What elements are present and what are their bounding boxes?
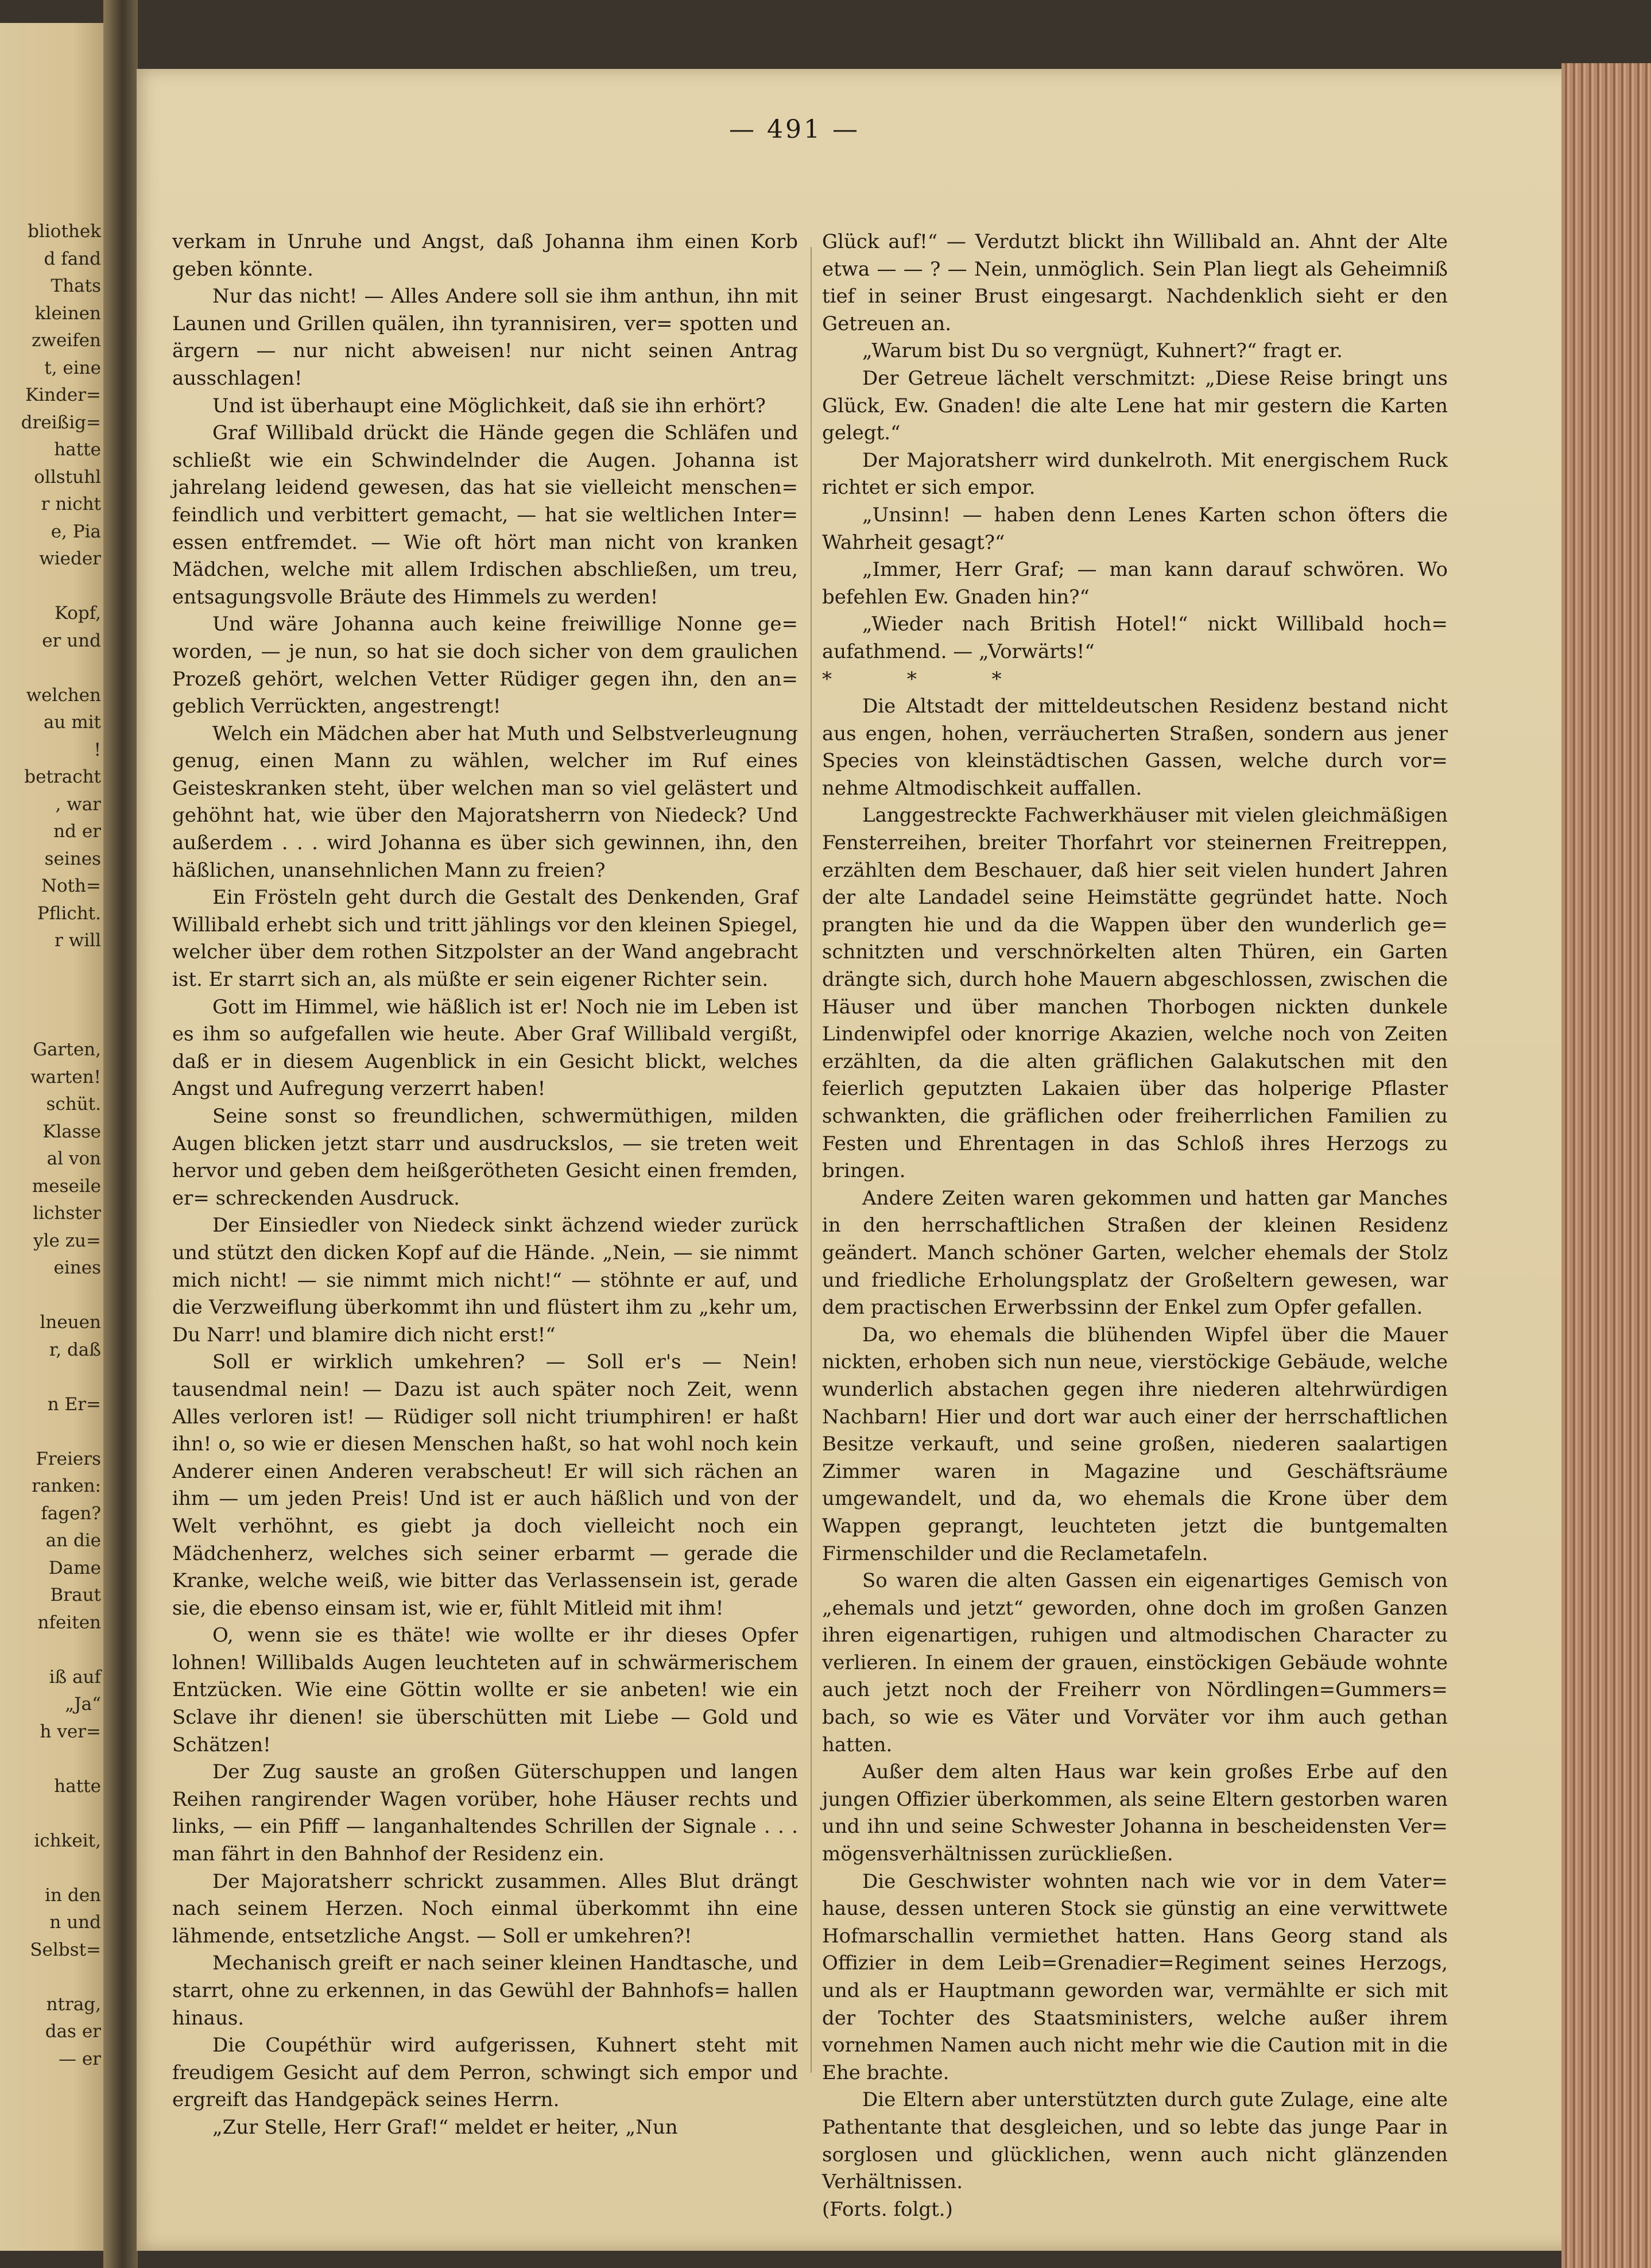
paragraph: Und ist überhaupt eine Möglichkeit, daß sie ihn erhört? (212, 394, 766, 417)
left-page-fragment: lichster (33, 1203, 101, 1224)
paragraph: Die Eltern aber unterstützten durch gute Zulage, eine alte Pathentante that desgleichen, und so lebte das junge Paar in sorglosen und glücklichen, wenn auch nicht glänzenden Verhältnissen. (822, 2088, 1448, 2194)
left-column (172, 229, 798, 2142)
left-page-fragment: an die (45, 1530, 101, 1551)
left-page-fragment: Dame (48, 1557, 101, 1578)
left-page-fragment: Garten, (33, 1039, 101, 1060)
left-page-fragment: Kinder= (25, 385, 101, 405)
paragraph: Andere Zeiten waren gekommen und hatten gar Manches in den herrschaftlichen Straßen der kleinen Residenz geändert. Manch schöner Garten, welcher ehemals der Stolz und friedliche Erholungsplatz der Großeltern gewesen, war dem practischen Erwerbssinn der Enkel zum Opfer gefallen. (822, 1186, 1448, 1319)
left-page-fragment: fagen? (41, 1503, 101, 1524)
paragraph: Welch ein Mädchen aber hat Muth und Selbstverleugnung genug, einen Mann zu wählen, welcher im Ruf eines Geisteskranken steht, über welchen man so viel gelästert und gehöhnt hat, wie über den Majoratsherrn von Niedeck? Und außerdem . . . wird Johanna es über sich gewinnen, ihn, den häßlichen, unansehnlichen Mann zu freien? (172, 722, 798, 882)
left-page-fragment (3, 1364, 101, 1391)
left-page-fragment: au mit (43, 712, 101, 733)
paragraph: „Unsinn! — haben denn Lenes Karten schon öfters die Wahrheit gesagt?“ (822, 503, 1448, 554)
left-page-fragment: r will (55, 930, 101, 951)
left-page-fragment: , war (55, 794, 101, 815)
left-page-fragment: yle zu= (33, 1230, 101, 1251)
left-page-fragment (3, 655, 101, 682)
page-edges (1561, 63, 1651, 2268)
left-page-fragment: bliothek (28, 221, 101, 242)
paragraph: „Wieder nach British Hotel!“ nickt Willibald hoch= aufathmend. — „Vorwärts!“ (822, 613, 1448, 663)
left-page-text-fragments (3, 218, 101, 2073)
left-page-fragment (3, 1418, 101, 1446)
paragraph: Gott im Himmel, wie häßlich ist er! Noch nie im Leben ist es ihm so aufgefallen wie heute. Aber Graf Willibald vergißt, daß er in diesem Augenblick in ein Gesicht blickt, welches Angst und Aufregung verzerrt haben! (172, 995, 798, 1101)
continuation-note: (Forts. folgt.) (822, 2197, 953, 2221)
paragraph: Glück auf!“ — Verdutzt blickt ihn Willibald an. Ahnt der Alte etwa — — ? — Nein, unmöglich. Sein Plan liegt als Geheimniß tief in seiner Brust eingesargt. Nachdenklich sieht er den Getreuen an. (822, 230, 1448, 335)
left-page-fragment: seines (44, 848, 101, 869)
left-page-fragment: eines (53, 1257, 101, 1278)
left-page-fragment: kleinen (34, 303, 101, 324)
left-page-fragment: betracht (24, 767, 101, 787)
left-page-fragment: dreißig= (21, 412, 101, 433)
left-page-fragment: in den (45, 1884, 101, 1906)
paragraph: Der Zug sauste an großen Güterschuppen und langen Reihen rangirender Wagen vorüber, hohe Häuser rechts und links, — ein Pfiff — langanhaltendes Schrillen der Signale . . . man fährt in den Bahnhof der Residenz ein. (172, 1760, 798, 1866)
left-page-fragment (3, 1855, 101, 1882)
paragraph: Graf Willibald drückt die Hände gegen die Schläfen und schließt wie ein Schwindelnder die Augen. Johanna ist jahrelang leidend gewesen, das hat sie vielleicht menschen= feindlich und verbittert gemacht, — hat sie weltlichen Inter= essen entfremdet. — Wie oft hört man nicht von kranken Mädchen, welche mit allem Irdischen abschließen, um treu, entsagungsvolle Bräute des Himmels zu werden! (172, 421, 798, 609)
paragraph: „Zur Stelle, Herr Graf!“ meldet er heiter, „Nun (212, 2115, 678, 2139)
left-page-fragment: warten! (30, 1066, 101, 1087)
left-page-fragment (3, 955, 101, 982)
left-page-fragment: schüt. (46, 1094, 101, 1114)
left-page-fragment: Noth= (41, 876, 101, 896)
paragraph: Außer dem alten Haus war kein großes Erbe auf den jungen Offizier überkommen, als seine Eltern gestorben waren und ihn und seine Schwester Johanna in bescheidensten Ver= mögensverhältnissen zurückließen. (822, 1760, 1448, 1866)
paragraph: Die Coupéthür wird aufgerissen, Kuhnert steht mit freudigem Gesicht auf dem Perron, schwingt sich empor und ergreift das Handgepäck seines Herrn. (172, 2034, 798, 2112)
paragraph: Langgestreckte Fachwerkhäuser mit vielen gleichmäßigen Fensterreihen, breiter Thorfahrt vor steinernen Freitreppen, erzählten dem Beschauer, daß hier seit vielen hundert Jahren der alte Landadel seine Heimstätte gegründet hatte. Noch prangten hie und da die Wappen über den wunderlich ge= schnitzten und verschnörkelten alten Thüren, ein Garten drängte sich, durch hohe Mauern abgeschlossen, zwischen die Häuser und über manchen Thorbogen nickten dunkele Lindenwipfel oder knorrige Akazien, welche noch von Zeiten erzählten, da die alten gräflichen Galakutschen mit den feierlich geputzten Lakaien über das holperige Pflaster schwankten, die gräflichen oder freiherrlichen Familien zu Festen und Ehrentagen in das Schloß ihres Herzogs zu bringen. (822, 804, 1448, 1183)
left-page-fragment: nd er (53, 821, 101, 842)
paragraph: Mechanisch greift er nach seiner kleinen Handtasche, und starrt, ohne zu erkennen, in das Gewühl der Bahnhofs= hallen hinaus. (172, 1952, 798, 2030)
left-page-fragment: ntrag, (46, 1994, 101, 2015)
left-page-fragment: das er (45, 2021, 101, 2042)
left-page-fragment: t, eine (44, 357, 101, 378)
left-page-fragment: al von (46, 1148, 101, 1169)
section-separator: * * * (822, 667, 1036, 691)
left-page-fragment: hatte (54, 1775, 101, 1797)
left-page-fragment: hatte (54, 439, 101, 460)
left-page-fragment: meseile (32, 1175, 101, 1197)
left-page-fragment (3, 1636, 101, 1664)
left-page-fragment (3, 573, 101, 601)
column-divider (811, 247, 812, 2073)
left-page-fragment: wieder (39, 548, 101, 569)
paragraph: Ein Frösteln geht durch die Gestalt des Denkenden, Graf Willibald erhebt sich und tritt jählings vor den kleinen Spiegel, welcher über dem rothen Sitzpolster an der Wand angebracht ist. Er starrt sich an, als müßte er sein eigener Richter sein. (172, 886, 798, 992)
left-page-fragment: Klasse (42, 1121, 101, 1142)
paragraph: So waren die alten Gassen ein eigenartiges Gemisch von „ehemals und jetzt“ geworden, ohne doch im großen Ganzen ihren eigenartigen, ruhigen und altmodischen Character zu verlieren. In einem der grauen, einstöckigen Gebäude wohnte auch jetzt noch der Freiherr von Nördlingen=Gummers= bach, so wie es Väter und Vorväter vor ihm auch gethan hatten. (822, 1569, 1448, 1756)
left-page-fragment: ollstuhl (34, 466, 101, 487)
left-page-fragment: Selbst= (30, 1939, 101, 1960)
left-page-fragment: Braut (50, 1585, 101, 1605)
left-page-fragment (3, 1745, 101, 1773)
left-page-fragment: welchen (26, 684, 101, 706)
left-page-fragment: iß auf (49, 1666, 101, 1688)
left-page-fragment (3, 1282, 101, 1310)
paragraph: Der Majoratsherr wird dunkelroth. Mit energischem Ruck richtet er sich empor. (822, 448, 1448, 500)
paragraph: Soll er wirklich umkehren? — Soll er's — Nein! tausendmal nein! — Dazu ist auch später noch Zeit, wenn Alles verloren ist! — Rüdiger soll nicht triumphiren! er haßt ihn! o, so wie er diesen Menschen haßt, so hat wohl noch kein Anderer einen Anderen verabscheut! Er will sich rächen an ihm — um jeden Preis! Und ist er auch häßlich und von der Welt verhöhnt, es giebt ja doch vielleicht noch ein Mädchenherz, welches sich seiner erbarmt — gerade die Kranke, welche weiß, wie bitter das Verlassensein ist, gerade sie, die ebenso einsam ist, wie er, fühlt Mitleid mit ihm! (172, 1350, 798, 1620)
paragraph: Die Altstadt der mitteldeutschen Residenz bestand nicht aus engen, hohen, verräucherten Straßen, sondern aus jener Species von kleinstädtischen Gassen, welche durch vor= nehme Altmodischkeit auffallen. (822, 695, 1448, 800)
paragraph: Der Einsiedler von Niedeck sinkt ächzend wieder zurück und stützt den dicken Kopf auf die Hände. „Nein, — sie nimmt mich nicht! — sie nimmt mich nicht!“ — stöhnte er auf, und die Verzweiflung überkommt ihn und flüstert ihm zu „kehr um, Du Narr! und blamire dich nicht erst!“ (172, 1214, 798, 1346)
left-page-fragment: ! (94, 739, 101, 760)
left-page-fragment (3, 1964, 101, 1991)
left-page-fragment (3, 982, 101, 1009)
left-page-fragment: — er (58, 2048, 101, 2069)
left-page-fragment: h ver= (40, 1721, 101, 1742)
left-page-fragment: er und (42, 630, 101, 651)
left-page-fragment: Freiers (36, 1448, 101, 1469)
paragraph: Die Geschwister wohnten nach wie vor in dem Vater= hause, dessen unteren Stock sie günstig an eine verwittwete Hofmarschallin vermiethet hatten. Hans Georg stand als Offizier in dem Leib=Grenadier=Regiment seines Herzogs, und als er Hauptmann geworden war, vermählte er sich mit der Tochter des Staatsministers, welche außer ihrem vornehmen Namen auch nicht mehr wie die Caution mit in die Ehe brachte. (822, 1870, 1448, 2084)
right-column (822, 229, 1448, 2223)
paragraph: Nur das nicht! — Alles Andere soll sie ihm anthun, ihn mit Launen und Grillen quälen, ihn tyrannisiren, ver= spotten und ärgern — nur nicht abweisen! nur nicht seinen Antrag ausschlagen! (172, 285, 798, 390)
paragraph: Der Majoratsherr schrickt zusammen. Alles Blut drängt nach seinem Herzen. Noch einmal überkommt ihn eine lähmende, entsetzliche Angst. — Soll er umkehren?! (172, 1870, 798, 1948)
left-page-edge (0, 23, 103, 2251)
left-page-fragment: lneuen (40, 1312, 101, 1333)
left-page-fragment: zweifen (32, 330, 101, 351)
left-page-fragment: Pflicht. (37, 903, 101, 924)
paragraph: Und wäre Johanna auch keine freiwillige Nonne ge= worden, — je nun, so hat sie doch sicher von dem graulichen Prozeß gehört, welchen Vetter Rüdiger gegen ihn, den an= geblich Verrückten, angestrengt! (172, 613, 798, 718)
left-page-fragment: Kopf, (54, 603, 101, 624)
left-page-fragment (3, 1009, 101, 1037)
paragraph: Seine sonst so freundlichen, schwermüthigen, milden Augen blicken jetzt starr und ausdruckslos, — sie treten weit hervor und geben dem heißgerötheten Gesicht einen fremden, er= schreckenden Ausdruck. (172, 1105, 798, 1210)
left-page-fragment: ranken: (32, 1476, 101, 1496)
left-page-fragment: ichkeit, (34, 1830, 101, 1851)
left-page-fragment: r, daß (49, 1339, 101, 1360)
paragraph: Der Getreue lächelt verschmitzt: „Diese Reise bringt uns Glück, Ew. Gnaden! die alte Lene hat mir gestern die Karten gelegt.“ (822, 366, 1448, 445)
left-page-fragment: d fand (44, 248, 101, 269)
paragraph: verkam in Unruhe und Angst, daß Johanna ihm einen Korb geben könnte. (172, 230, 798, 281)
left-page-fragment: „Ja“ (65, 1694, 101, 1714)
page-number: — 491 — (729, 115, 860, 144)
book-gutter (103, 0, 138, 2268)
paragraph: „Immer, Herr Graf; — man kann darauf schwören. Wo befehlen Ew. Gnaden hin?“ (822, 558, 1448, 609)
left-page-fragment: nfeiten (37, 1612, 101, 1633)
left-page-fragment: r nicht (41, 494, 101, 514)
left-page-fragment: n Er= (47, 1394, 101, 1415)
paragraph: „Warum bist Du so vergnügt, Kuhnert?“ fragt er. (862, 339, 1343, 363)
left-page-fragment: Thats (51, 276, 101, 296)
paragraph: Da, wo ehemals die blühenden Wipfel über die Mauer nickten, erhoben sich nun neue, vierstöckige Gebäude, welche wunderlich abstachen gegen ihre niederen altehrwürdigen Nachbarn! Hier und dort war auch einer der herrschaftlichen Besitze verkauft, und seine großen, niederen saalartigen Zimmer waren in Magazine und Geschäftsräume umgewandelt, und da, wo ehemals die Krone über dem Wappen geprangt, leuchteten jetzt die buntgemalten Firmenschilder und die Reclametafeln. (822, 1323, 1448, 1565)
left-page-fragment: n und (49, 1912, 101, 1933)
left-page-fragment (3, 1800, 101, 1828)
left-page-fragment: e, Pia (51, 521, 101, 542)
paragraph: O, wenn sie es thäte! wie wollte er ihr dieses Opfer lohnen! Willibalds Augen leuchteten auf in schwärmerischem Entzücken. Wie eine Göttin wollte er sie anbeten! wie ein Sclave ihr dienen! sie überschütten mit Liebe — Gold und Schätzen! (172, 1624, 798, 1756)
